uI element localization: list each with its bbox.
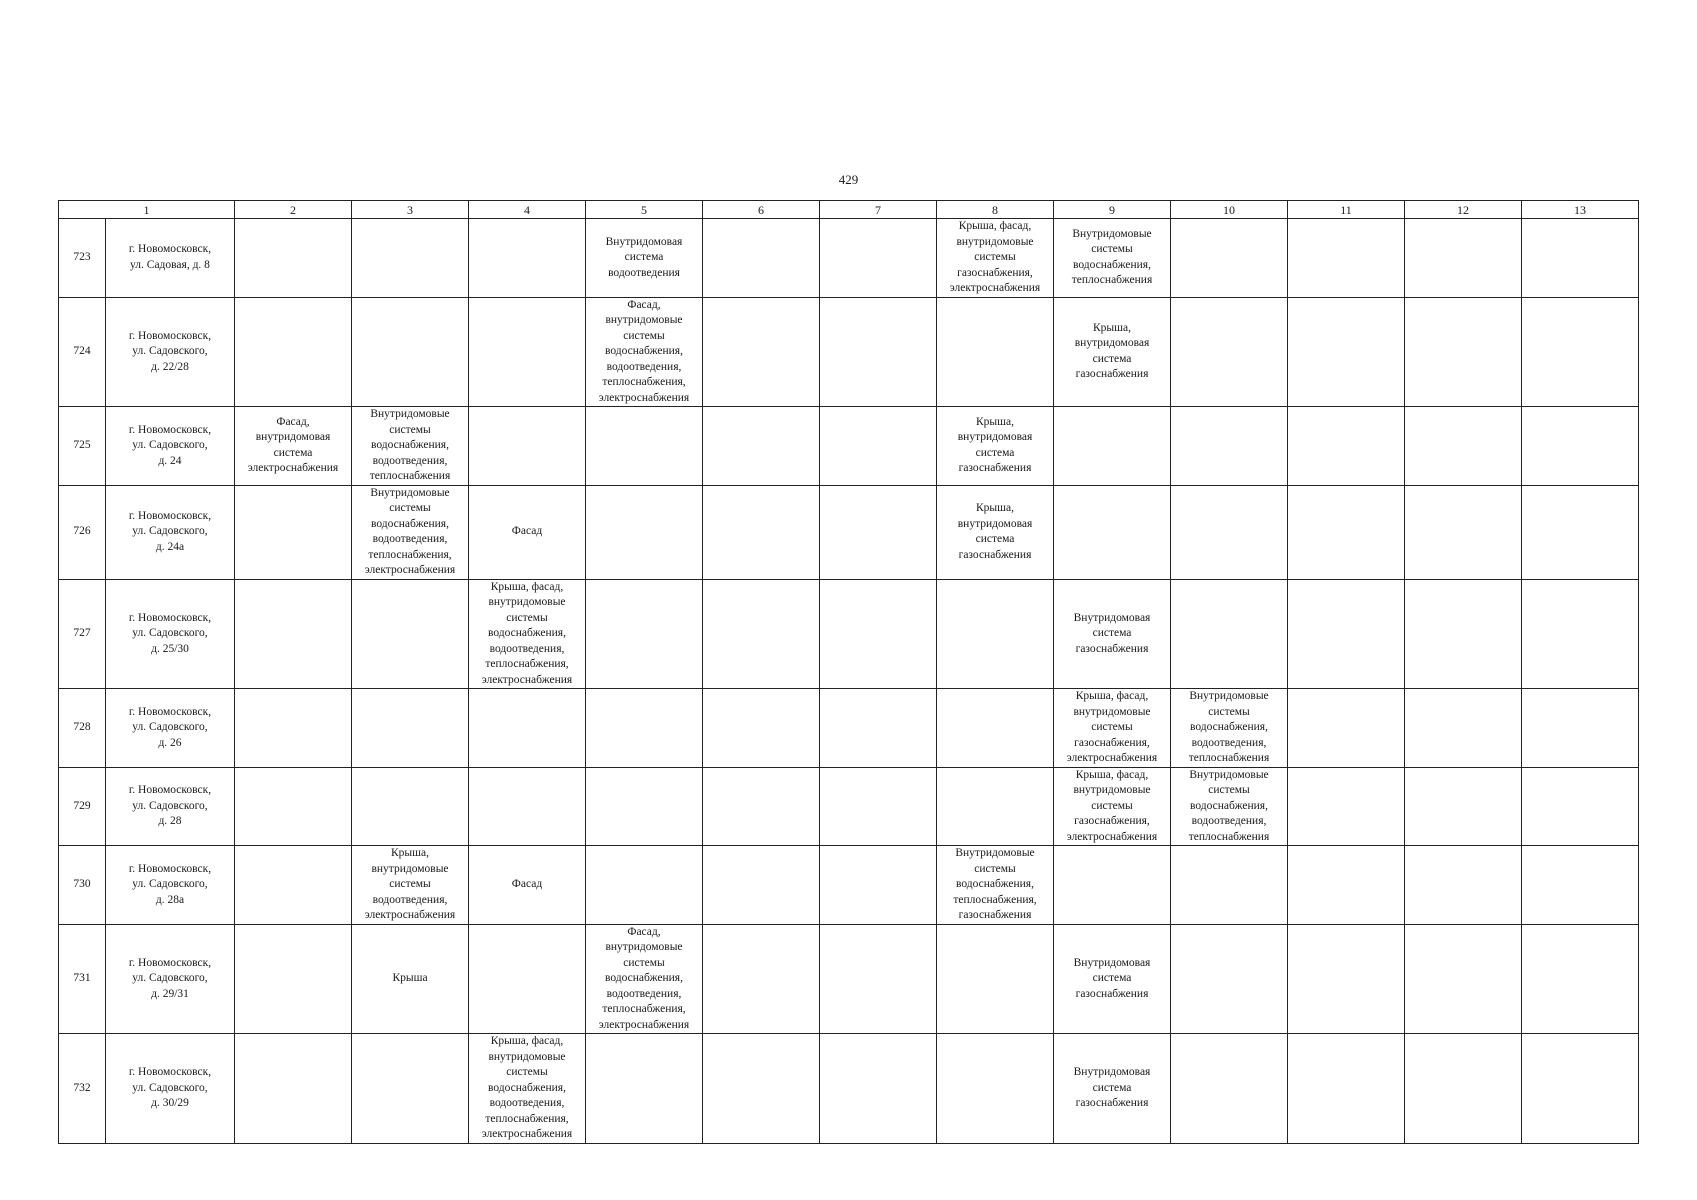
address-cell: г. Новомосковск, ул. Садовского, д. 24 (106, 407, 235, 486)
row-number: 723 (59, 219, 106, 298)
table-cell (703, 1034, 820, 1144)
table-cell (469, 924, 586, 1034)
table-cell (937, 767, 1054, 846)
table-cell (352, 1034, 469, 1144)
table-cell (937, 297, 1054, 407)
row-number: 729 (59, 767, 106, 846)
column-header: 8 (937, 201, 1054, 219)
table-cell (1522, 924, 1639, 1034)
table-cell: Крыша, внутридомовая система газоснабжения (937, 407, 1054, 486)
table-cell (1522, 689, 1639, 768)
column-header: 11 (1288, 201, 1405, 219)
table-cell: Крыша, фасад, внутридомовые системы газоснабжения, электроснабжения (1054, 767, 1171, 846)
column-header: 6 (703, 201, 820, 219)
table-row (59, 689, 1639, 768)
address-cell: г. Новомосковск, ул. Садовая, д. 8 (106, 219, 235, 298)
table-cell (703, 689, 820, 768)
table-cell (703, 846, 820, 925)
table-cell: Крыша, фасад, внутридомовые системы водоснабжения, водоотведения, теплоснабжения, электроснабжения (469, 579, 586, 689)
table-cell (703, 485, 820, 579)
address-cell: г. Новомосковск, ул. Садовского, д. 30/29 (106, 1034, 235, 1144)
table-cell (469, 219, 586, 298)
table-cell: Внутридомовая система газоснабжения (1054, 579, 1171, 689)
address-cell: г. Новомосковск, ул. Садовского, д. 29/31 (106, 924, 235, 1034)
table-cell (469, 407, 586, 486)
table-row (59, 485, 1639, 579)
table-cell (703, 924, 820, 1034)
address-cell: г. Новомосковск, ул. Садовского, д. 24а (106, 485, 235, 579)
table-cell (586, 846, 703, 925)
table-cell (820, 297, 937, 407)
table-cell (352, 219, 469, 298)
table-cell (820, 485, 937, 579)
table-cell (1171, 579, 1288, 689)
table-row (59, 297, 1639, 407)
table-cell (1522, 407, 1639, 486)
table-cell (1405, 579, 1522, 689)
table-cell: Внутридомовые системы водоснабжения, водоотведения, теплоснабжения (1171, 767, 1288, 846)
table-cell (937, 924, 1054, 1034)
row-number: 728 (59, 689, 106, 768)
table-cell (235, 219, 352, 298)
table-cell (820, 579, 937, 689)
table-cell: Крыша (352, 924, 469, 1034)
row-number: 724 (59, 297, 106, 407)
table-cell (937, 1034, 1054, 1144)
table-cell (1405, 846, 1522, 925)
table-cell (586, 767, 703, 846)
table-cell (820, 689, 937, 768)
table-cell (1288, 297, 1405, 407)
table-cell (235, 767, 352, 846)
column-header: 1 (59, 201, 235, 219)
table-cell (1405, 924, 1522, 1034)
table-cell: Фасад, внутридомовые системы водоснабжения, водоотведения, теплоснабжения, электроснабжения (586, 297, 703, 407)
table-row (59, 846, 1639, 925)
table-cell (1054, 846, 1171, 925)
table-cell: Крыша, фасад, внутридомовые системы газоснабжения, электроснабжения (1054, 689, 1171, 768)
table-row (59, 1034, 1639, 1144)
table-cell: Внутридомовая система водоотведения (586, 219, 703, 298)
table-cell: Внутридомовые системы водоснабжения, теплоснабжения (1054, 219, 1171, 298)
table-cell (586, 407, 703, 486)
table-cell (235, 846, 352, 925)
row-number: 730 (59, 846, 106, 925)
table-cell (820, 767, 937, 846)
table-cell (1171, 924, 1288, 1034)
column-header: 10 (1171, 201, 1288, 219)
repair-schedule-table (58, 200, 1639, 1144)
table-cell (703, 579, 820, 689)
table-cell (1171, 1034, 1288, 1144)
table-cell (703, 767, 820, 846)
table-cell (820, 924, 937, 1034)
table-cell (1288, 846, 1405, 925)
table-cell (820, 1034, 937, 1144)
table-body (59, 219, 1639, 1144)
table-cell (586, 1034, 703, 1144)
table-cell: Фасад, внутридомовая система электроснабжения (235, 407, 352, 486)
table-cell (1171, 407, 1288, 486)
table-cell (1288, 689, 1405, 768)
table-cell (352, 297, 469, 407)
table-cell (1522, 767, 1639, 846)
table-cell: Крыша, внутридомовая система газоснабжения (1054, 297, 1171, 407)
row-number: 725 (59, 407, 106, 486)
table-cell (703, 219, 820, 298)
address-cell: г. Новомосковск, ул. Садовского, д. 28а (106, 846, 235, 925)
table-cell (1405, 297, 1522, 407)
table-cell (1522, 297, 1639, 407)
table-cell (1288, 219, 1405, 298)
table-cell (1522, 579, 1639, 689)
table-cell (1405, 1034, 1522, 1144)
table-cell (1522, 846, 1639, 925)
table-cell (352, 689, 469, 768)
column-header: 9 (1054, 201, 1171, 219)
table-cell: Крыша, фасад, внутридомовые системы водоснабжения, водоотведения, теплоснабжения, электроснабжения (469, 1034, 586, 1144)
column-header: 7 (820, 201, 937, 219)
table-cell (703, 407, 820, 486)
row-number: 727 (59, 579, 106, 689)
table-cell (1171, 219, 1288, 298)
table-cell (235, 485, 352, 579)
table-cell (352, 767, 469, 846)
table-row (59, 219, 1639, 298)
address-cell: г. Новомосковск, ул. Садовского, д. 22/28 (106, 297, 235, 407)
table-cell (1054, 485, 1171, 579)
column-numbers-row (59, 201, 1639, 219)
table-cell: Внутридомовые системы водоснабжения, теплоснабжения, газоснабжения (937, 846, 1054, 925)
address-cell: г. Новомосковск, ул. Садовского, д. 28 (106, 767, 235, 846)
table-cell (820, 407, 937, 486)
column-header: 2 (235, 201, 352, 219)
table-cell (1171, 297, 1288, 407)
table-cell (1288, 485, 1405, 579)
row-number: 732 (59, 1034, 106, 1144)
table-cell (586, 689, 703, 768)
table-row (59, 767, 1639, 846)
table-cell (235, 579, 352, 689)
table-cell (235, 689, 352, 768)
table-cell (235, 924, 352, 1034)
table-cell (1171, 485, 1288, 579)
table-header (59, 201, 1639, 219)
table-cell: Внутридомовые системы водоснабжения, водоотведения, теплоснабжения, электроснабжения (352, 485, 469, 579)
table-row (59, 407, 1639, 486)
table-cell (1522, 1034, 1639, 1144)
table-cell: Внутридомовая система газоснабжения (1054, 924, 1171, 1034)
table-cell (820, 846, 937, 925)
page-number: 429 (838, 172, 859, 187)
table-cell (586, 579, 703, 689)
table-cell (1054, 407, 1171, 486)
row-number: 731 (59, 924, 106, 1034)
table-cell (1522, 485, 1639, 579)
table-cell (1405, 407, 1522, 486)
table-cell (1288, 767, 1405, 846)
table-cell: Внутридомовые системы водоснабжения, водоотведения, теплоснабжения (352, 407, 469, 486)
table-cell (235, 297, 352, 407)
table-cell (586, 485, 703, 579)
table-cell (1288, 924, 1405, 1034)
address-cell: г. Новомосковск, ул. Садовского, д. 26 (106, 689, 235, 768)
table-cell: Внутридомовая система газоснабжения (1054, 1034, 1171, 1144)
table-cell (1405, 689, 1522, 768)
table-cell (469, 767, 586, 846)
table-cell (352, 579, 469, 689)
table-cell: Фасад (469, 846, 586, 925)
table-cell (1522, 219, 1639, 298)
table-cell: Фасад (469, 485, 586, 579)
table-cell (1171, 846, 1288, 925)
table-cell (820, 219, 937, 298)
table-cell (1288, 579, 1405, 689)
table-row (59, 579, 1639, 689)
table-cell (1288, 1034, 1405, 1144)
column-header: 5 (586, 201, 703, 219)
table-cell: Крыша, внутридомовая система газоснабжения (937, 485, 1054, 579)
table-cell: Фасад, внутридомовые системы водоснабжения, водоотведения, теплоснабжения, электроснабжения (586, 924, 703, 1034)
table-cell (937, 579, 1054, 689)
table-cell (1405, 767, 1522, 846)
table-cell: Внутридомовые системы водоснабжения, водоотведения, теплоснабжения (1171, 689, 1288, 768)
table-row (59, 924, 1639, 1034)
table-cell (469, 689, 586, 768)
column-header: 12 (1405, 201, 1522, 219)
table-cell (1405, 219, 1522, 298)
row-number: 726 (59, 485, 106, 579)
column-header: 4 (469, 201, 586, 219)
table-cell (703, 297, 820, 407)
table-cell (1288, 407, 1405, 486)
table-cell (235, 1034, 352, 1144)
column-header: 3 (352, 201, 469, 219)
table-cell: Крыша, фасад, внутридомовые системы газоснабжения, электроснабжения (937, 219, 1054, 298)
table-cell (469, 297, 586, 407)
table-cell (937, 689, 1054, 768)
table-cell: Крыша, внутридомовые системы водоотведения, электроснабжения (352, 846, 469, 925)
address-cell: г. Новомосковск, ул. Садовского, д. 25/30 (106, 579, 235, 689)
table-cell (1405, 485, 1522, 579)
column-header: 13 (1522, 201, 1639, 219)
